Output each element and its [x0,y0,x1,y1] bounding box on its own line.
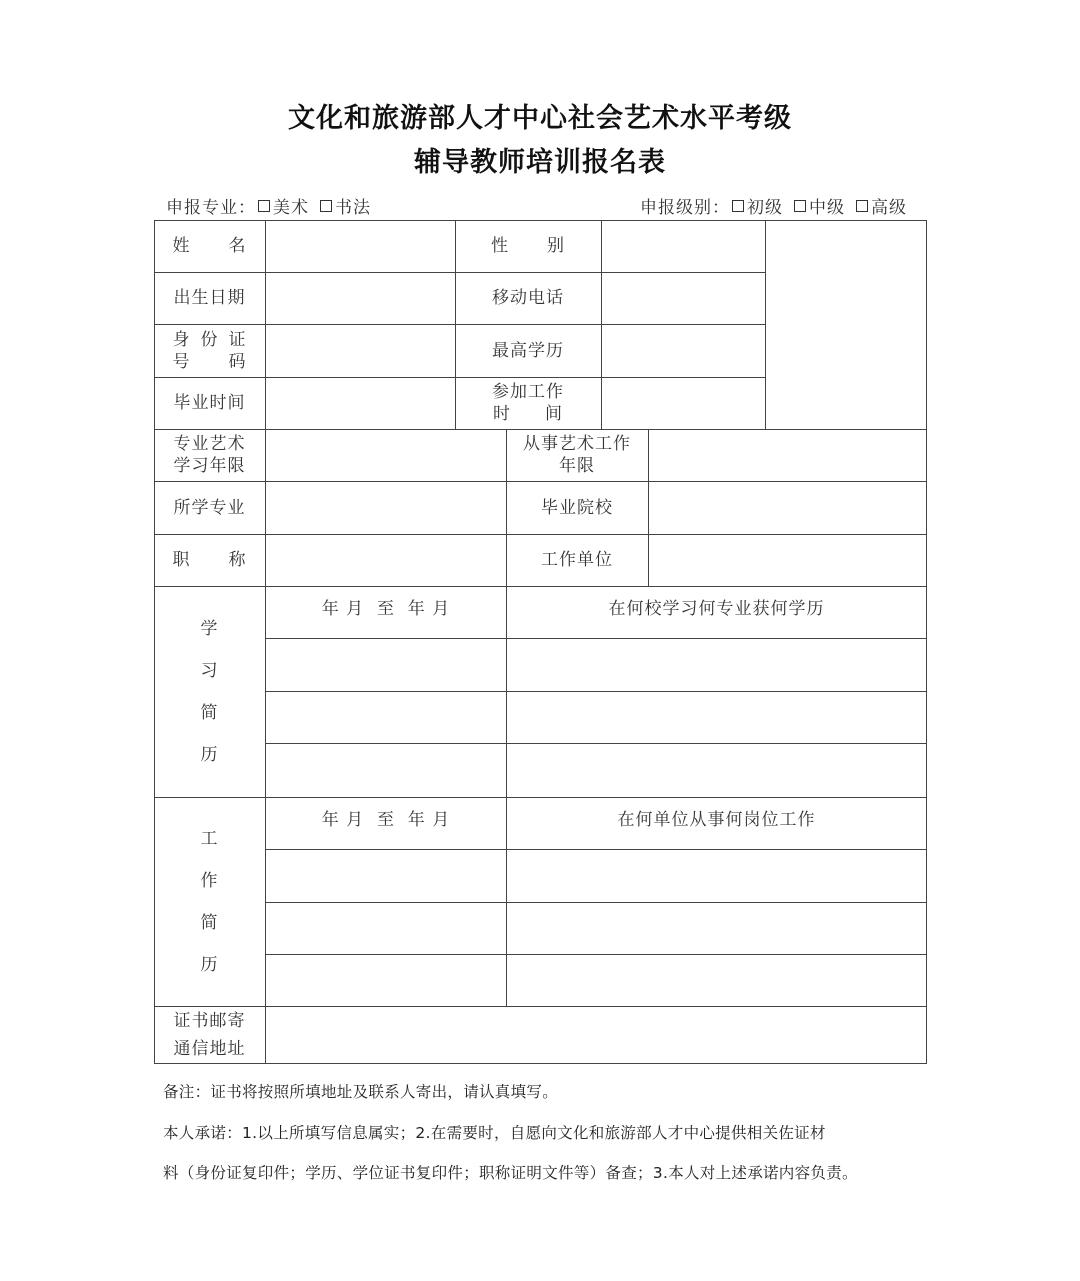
remark-note: 备注：证书将按照所填地址及联系人寄出，请认真填写。 [163,1083,559,1101]
checkbox-icon[interactable] [258,200,270,212]
grid-line [265,743,927,744]
grid-line [265,954,927,955]
pledge-line2: 料（身份证复印件；学历、学位证书复印件；职称证明文件等）备查；3.本人对上述承诺内容负责。 [163,1164,858,1182]
input-work-start[interactable] [602,377,765,429]
label-work-start: 参加工作 时 间 [492,382,564,424]
label-major-studied: 所学专业 [173,497,246,518]
study-history-label: 学 习 简 历 [200,618,219,765]
input-name[interactable] [266,220,455,272]
grid-line [265,691,927,692]
input-major-studied[interactable] [266,481,506,534]
input-mail-address[interactable] [266,1007,926,1063]
input-education[interactable] [602,324,765,377]
grid-line [265,849,927,850]
work-history-label: 工 作 简 历 [200,828,219,975]
input-art-study-years[interactable] [266,429,506,481]
work-period-header: 年 月 至 年 月 [321,810,451,830]
major-label: 申报专业： [166,198,256,218]
checkbox-icon[interactable] [794,200,806,212]
input-job-title[interactable] [266,534,506,586]
label-art-work-years: 从事艺术工作 年限 [523,434,631,476]
label-art-study-years: 专业艺术 学习年限 [173,434,246,476]
checkbox-icon[interactable] [732,200,744,212]
input-id-number[interactable] [266,324,455,377]
level-selector [640,193,907,218]
level-label: 申报级别： [640,198,730,218]
label-employer: 工作单位 [541,550,613,570]
input-gender[interactable] [602,220,765,272]
photo-area[interactable] [766,220,926,429]
level-option-junior[interactable]: 初级 [732,193,783,218]
level-option-intermediate[interactable]: 中级 [794,193,845,218]
label-id-number: 身 份 证 号 码 [172,329,247,372]
form-title-line1: 文化和旅游部人才中心社会艺术水平考级 [288,103,792,134]
major-selector [166,193,371,218]
label-name: 姓 名 [172,236,247,256]
checkbox-icon[interactable] [856,200,868,212]
label-grad-time: 毕业时间 [173,393,246,413]
label-education: 最高学历 [492,340,564,361]
work-detail-header: 在何单位从事何岗位工作 [617,810,816,830]
grid-line [265,638,927,639]
major-option-art[interactable]: 美术 [258,193,309,218]
label-school: 毕业院校 [541,497,613,518]
input-mobile[interactable] [602,272,765,324]
input-birth[interactable] [266,272,455,324]
label-mobile: 移动电话 [492,288,564,308]
level-option-senior[interactable]: 高级 [856,193,907,218]
input-art-work-years[interactable] [649,429,926,481]
label-job-title: 职 称 [172,550,247,570]
input-school[interactable] [649,481,926,534]
input-grad-time[interactable] [266,377,455,429]
label-gender: 性 别 [491,236,565,256]
major-option-calligraphy[interactable]: 书法 [320,193,371,218]
grid-line [265,902,927,903]
label-birth: 出生日期 [173,288,246,308]
label-mail-address: 证书邮寄 通信地址 [173,1011,246,1059]
checkbox-icon[interactable] [320,200,332,212]
form-title-line2: 辅导教师培训报名表 [414,147,666,178]
study-detail-header: 在何校学习何专业获何学历 [608,599,825,619]
study-period-header: 年 月 至 年 月 [321,599,451,619]
input-employer[interactable] [649,534,926,586]
pledge-line1: 本人承诺：1.以上所填写信息属实；2.在需要时，自愿向文化和旅游部人才中心提供相关佐证材 [163,1124,826,1142]
